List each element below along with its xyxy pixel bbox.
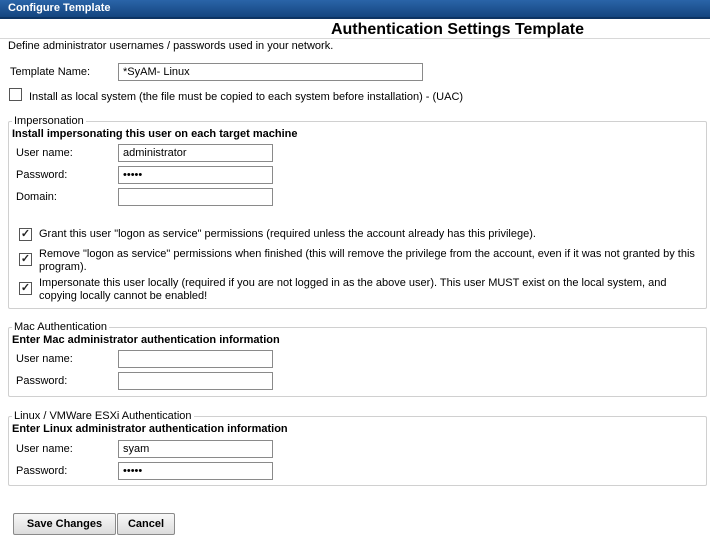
- linux-username-label: User name:: [16, 443, 73, 455]
- mac-username-input[interactable]: [118, 350, 273, 368]
- divider: [0, 38, 710, 39]
- checkmark-icon: ✓: [20, 282, 31, 294]
- remove-logon-label: Remove "logon as service" permissions when finished (this will remove the privilege from the account, even if it was not granted by this program).: [39, 248, 695, 273]
- checkmark-icon: ✓: [20, 228, 31, 240]
- linux-heading: Enter Linux administrator authentication information: [12, 423, 288, 435]
- mac-password-input[interactable]: [118, 372, 273, 390]
- template-name-input[interactable]: [118, 63, 423, 81]
- install-local-label: Install as local system (the file must be copied to each system before installation) - (UAC): [29, 91, 464, 103]
- linux-password-input[interactable]: [118, 462, 273, 480]
- cancel-button[interactable]: Cancel: [117, 513, 175, 535]
- mac-username-label: User name:: [16, 353, 73, 365]
- linux-username-input[interactable]: [118, 440, 273, 458]
- grant-logon-checkbox[interactable]: [19, 228, 32, 241]
- impersonation-username-label: User name:: [16, 147, 73, 159]
- install-local-checkbox[interactable]: [9, 88, 22, 101]
- impersonation-legend: Impersonation: [14, 115, 84, 127]
- impersonation-domain-label: Domain:: [16, 191, 57, 203]
- mac-legend: Mac Authentication: [14, 321, 107, 333]
- impersonate-local-checkbox[interactable]: [19, 282, 32, 295]
- impersonation-password-label: Password:: [16, 169, 68, 181]
- page-title: Authentication Settings Template: [330, 21, 584, 38]
- mac-heading: Enter Mac administrator authentication information: [12, 334, 280, 346]
- linux-password-label: Password:: [16, 465, 68, 477]
- window-title: Configure Template: [8, 2, 111, 14]
- window-titlebar: [0, 0, 710, 19]
- linux-legend: Linux / VMWare ESXi Authentication: [14, 410, 192, 422]
- impersonation-domain-input[interactable]: [118, 188, 273, 206]
- impersonate-local-label: Impersonate this user locally (required if you are not logged in as the above user). This user MUST exist on the local system, and copying locally cannot be enabled!: [39, 277, 667, 302]
- save-changes-button[interactable]: Save Changes: [13, 513, 116, 535]
- remove-logon-checkbox[interactable]: [19, 253, 32, 266]
- impersonation-heading: Install impersonating this user on each target machine: [12, 128, 298, 140]
- grant-logon-label: Grant this user "logon as service" permissions (required unless the account already has this privilege).: [39, 228, 536, 240]
- impersonation-username-input[interactable]: [118, 144, 273, 162]
- template-name-label: Template Name:: [10, 66, 91, 78]
- mac-password-label: Password:: [16, 375, 68, 387]
- checkmark-icon: ✓: [20, 253, 31, 265]
- impersonation-password-input[interactable]: [118, 166, 273, 184]
- page-description: Define administrator usernames / passwords used in your network.: [8, 40, 334, 52]
